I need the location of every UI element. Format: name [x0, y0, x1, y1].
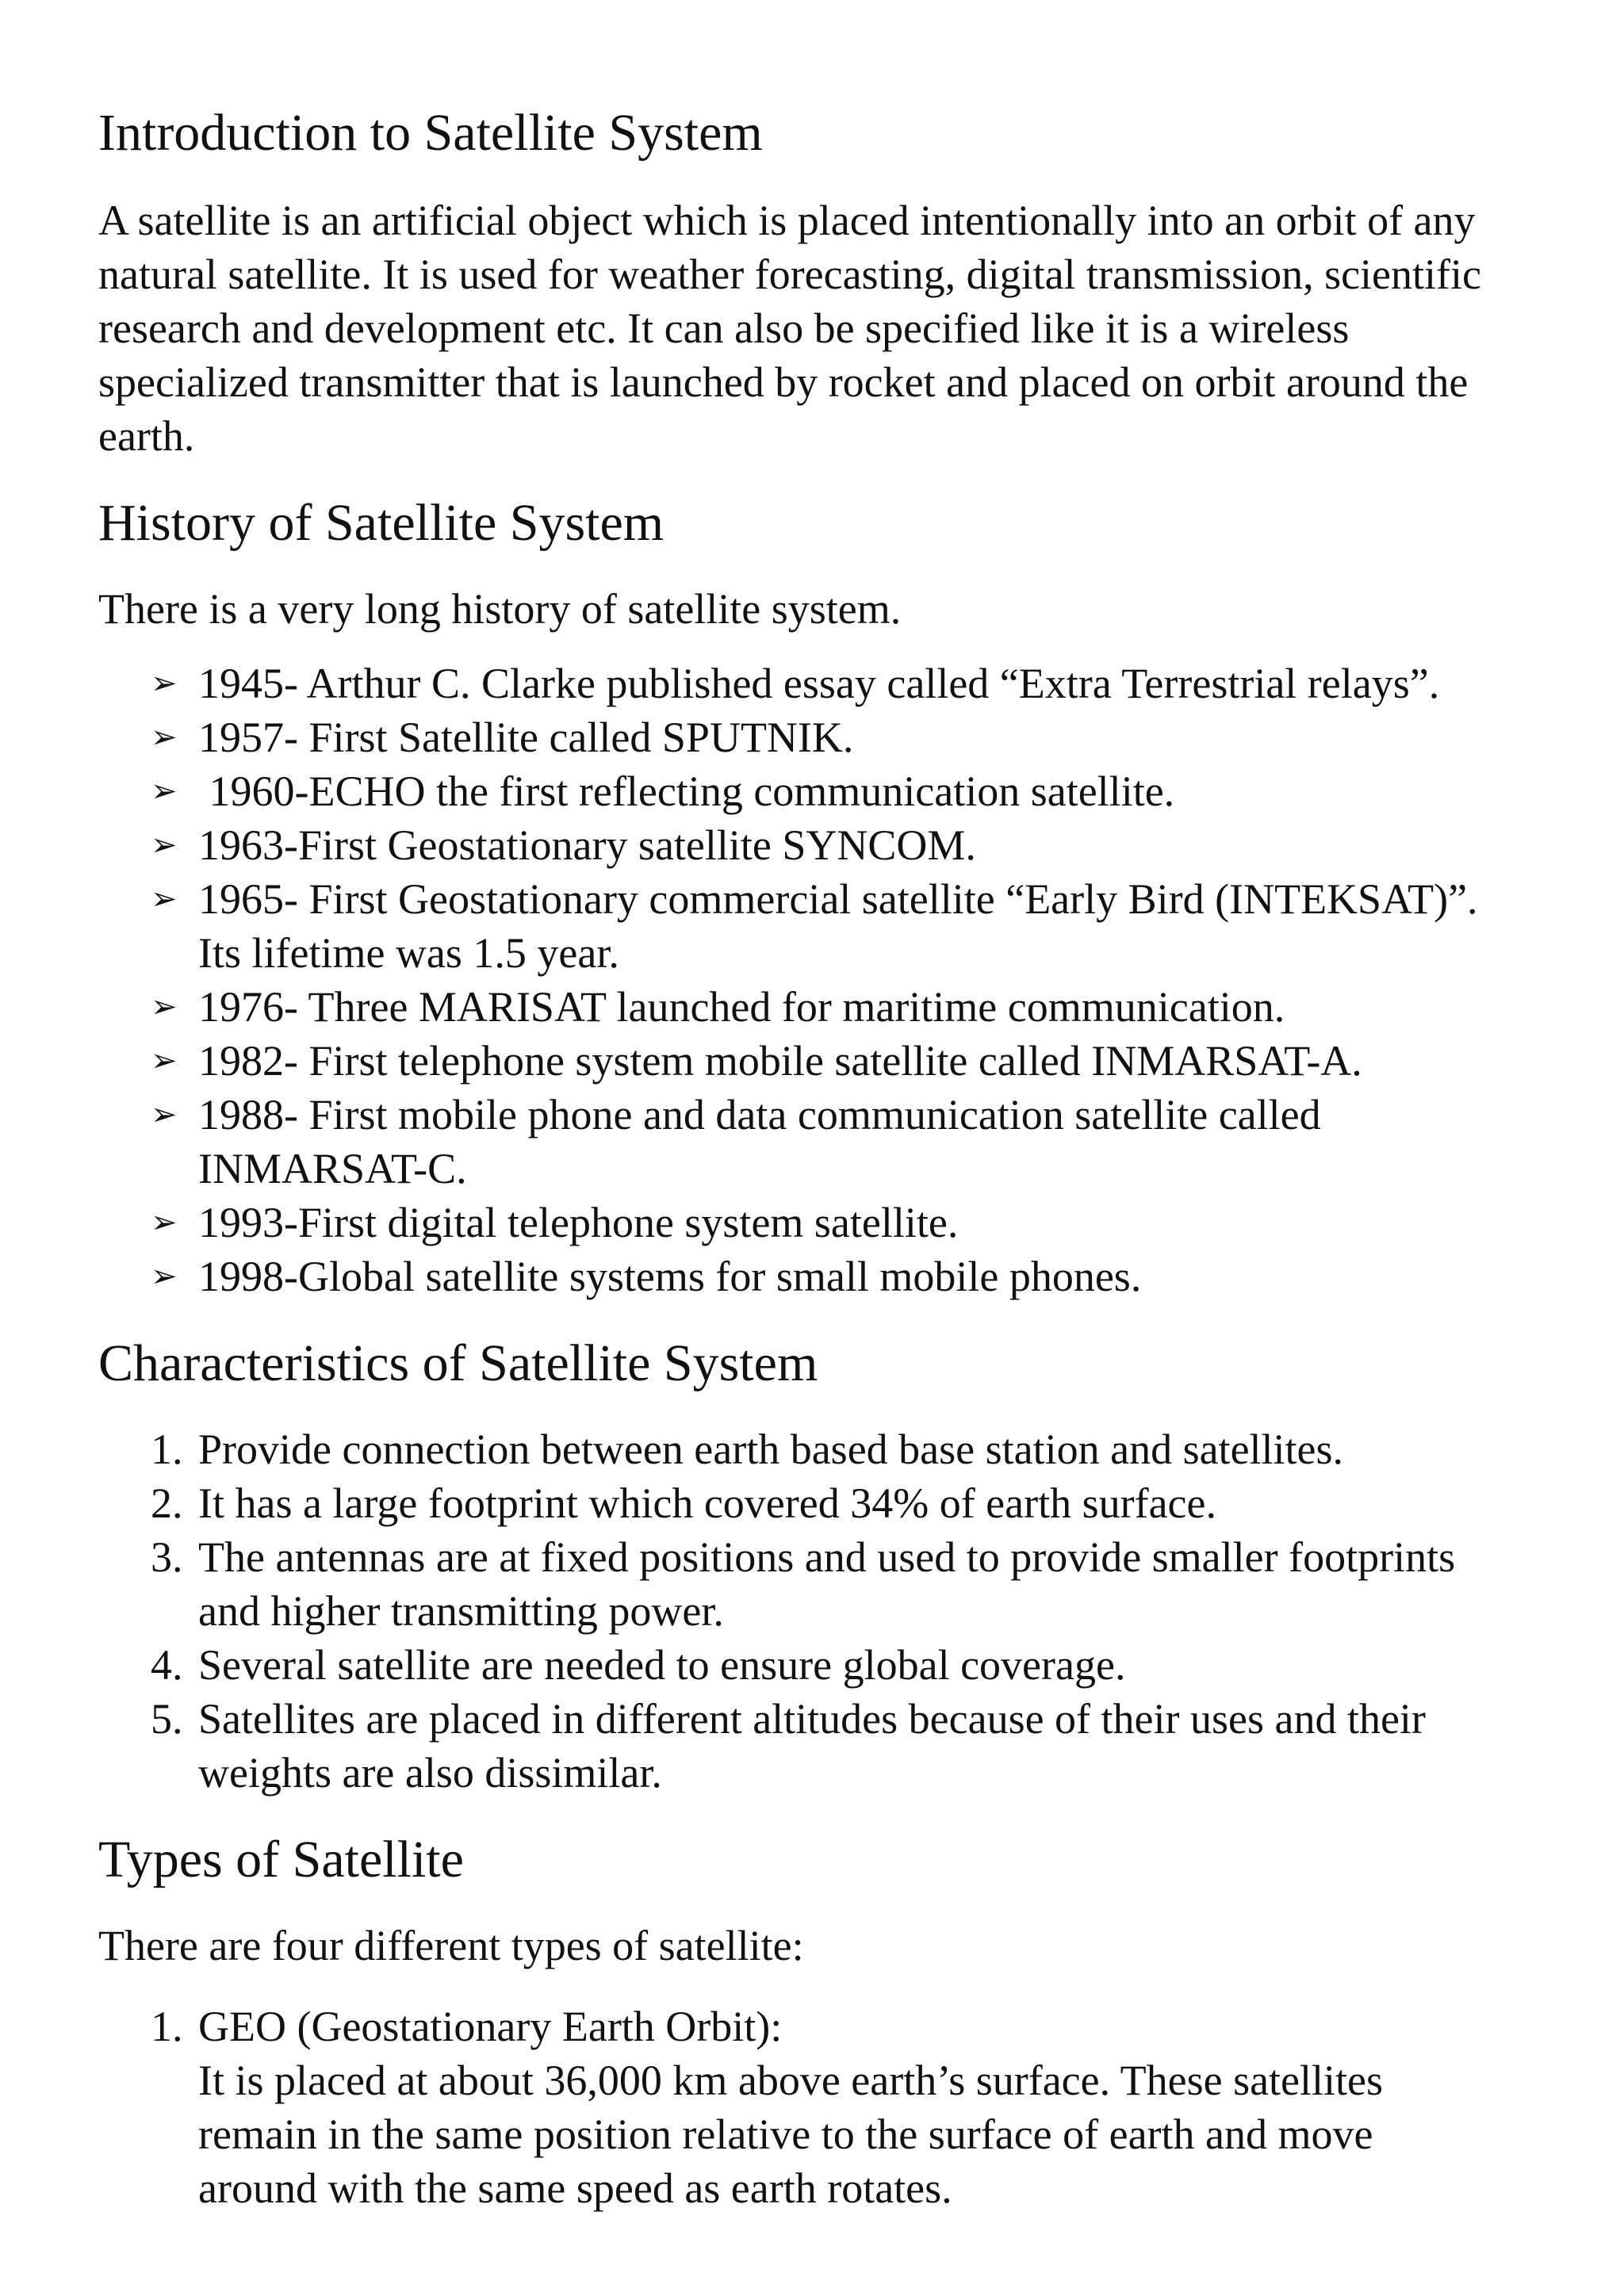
- arrow-bullet-icon: ➢: [151, 881, 178, 917]
- arrow-bullet-icon: ➢: [151, 719, 178, 756]
- characteristics-list: [98, 1422, 1526, 1800]
- list-item: ➢ 1988- First mobile phone and data communication satellite called INMARSAT-C.: [98, 1088, 1526, 1196]
- list-item: ➢ 1965- First Geostationary commercial satellite “Early Bird (INTEKSAT)”. Its lifetime was 1.5 year.: [98, 872, 1526, 980]
- type-description: It is placed at about 36,000 km above earth’s surface. These satellites remain in the same position relative to the surface of earth and move around with the same speed as earth rotates.: [198, 2057, 1384, 2212]
- list-number: 2.: [151, 1479, 183, 1527]
- list-number: 4.: [151, 1641, 183, 1689]
- list-number: 3.: [151, 1533, 183, 1581]
- types-list: [98, 1999, 1526, 2215]
- intro-heading: Introduction to Satellite System: [98, 104, 763, 162]
- list-item: ➢ 1998-Global satellite systems for small mobile phones.: [98, 1249, 1526, 1303]
- list-item: [98, 1999, 1526, 2215]
- history-list: [98, 656, 1526, 1303]
- list-item: ➢ 1963-First Geostationary satellite SYNCOM.: [98, 818, 1526, 872]
- list-item: 5. Satellites are placed in different altitudes because of their uses and their weights are also dissimilar.: [98, 1692, 1526, 1800]
- arrow-bullet-icon: ➢: [151, 665, 178, 702]
- list-item: 2. It has a large footprint which covered 34% of earth surface.: [98, 1476, 1526, 1530]
- list-item: 1. Provide connection between earth based base station and satellites.: [98, 1422, 1526, 1476]
- arrow-bullet-icon: ➢: [151, 1043, 178, 1079]
- list-item: ➢ 1982- First telephone system mobile satellite called INMARSAT-A.: [98, 1034, 1526, 1088]
- list-number: 1.: [151, 2003, 183, 2050]
- history-heading: History of Satellite System: [98, 494, 665, 552]
- list-item: 4. Several satellite are needed to ensure global coverage.: [98, 1638, 1526, 1692]
- list-number: 1.: [151, 1425, 183, 1473]
- list-item: ➢ 1960-ECHO the first reflecting communication satellite.: [98, 764, 1526, 818]
- list-item: ➢ 1945- Arthur C. Clarke published essay called “Extra Terrestrial relays”.: [98, 656, 1526, 710]
- arrow-bullet-icon: ➢: [151, 1096, 178, 1133]
- arrow-bullet-icon: ➢: [151, 827, 178, 863]
- arrow-bullet-icon: ➢: [151, 989, 178, 1025]
- intro-paragraph: A satellite is an artificial object which is placed intentionally into an orbit of any natural satellite. It is used for weather forecasting, digital transmission, scientific research and development etc. It can also be specified like it is a wireless specialized transmitter that is launched by rocket and placed on orbit around the earth.: [98, 197, 1481, 460]
- characteristics-heading: Characteristics of Satellite System: [98, 1334, 818, 1392]
- list-item: 3. The antennas are at fixed positions and used to provide smaller footprints and higher transmitting power.: [98, 1530, 1526, 1638]
- document-page: [98, 101, 1526, 2215]
- arrow-bullet-icon: ➢: [151, 773, 178, 809]
- type-title: GEO (Geostationary Earth Orbit):: [198, 2003, 783, 2050]
- list-item: ➢ 1976- Three MARISAT launched for maritime communication.: [98, 980, 1526, 1034]
- types-heading: Types of Satellite: [98, 1831, 464, 1888]
- list-number: 5.: [151, 1695, 183, 1743]
- arrow-bullet-icon: ➢: [151, 1204, 178, 1241]
- history-intro: There is a very long history of satellite system.: [98, 585, 902, 633]
- types-intro: There are four different types of satellite:: [98, 1922, 804, 1969]
- list-item: ➢ 1993-First digital telephone system satellite.: [98, 1196, 1526, 1249]
- list-item: ➢ 1957- First Satellite called SPUTNIK.: [98, 710, 1526, 764]
- arrow-bullet-icon: ➢: [151, 1258, 178, 1295]
